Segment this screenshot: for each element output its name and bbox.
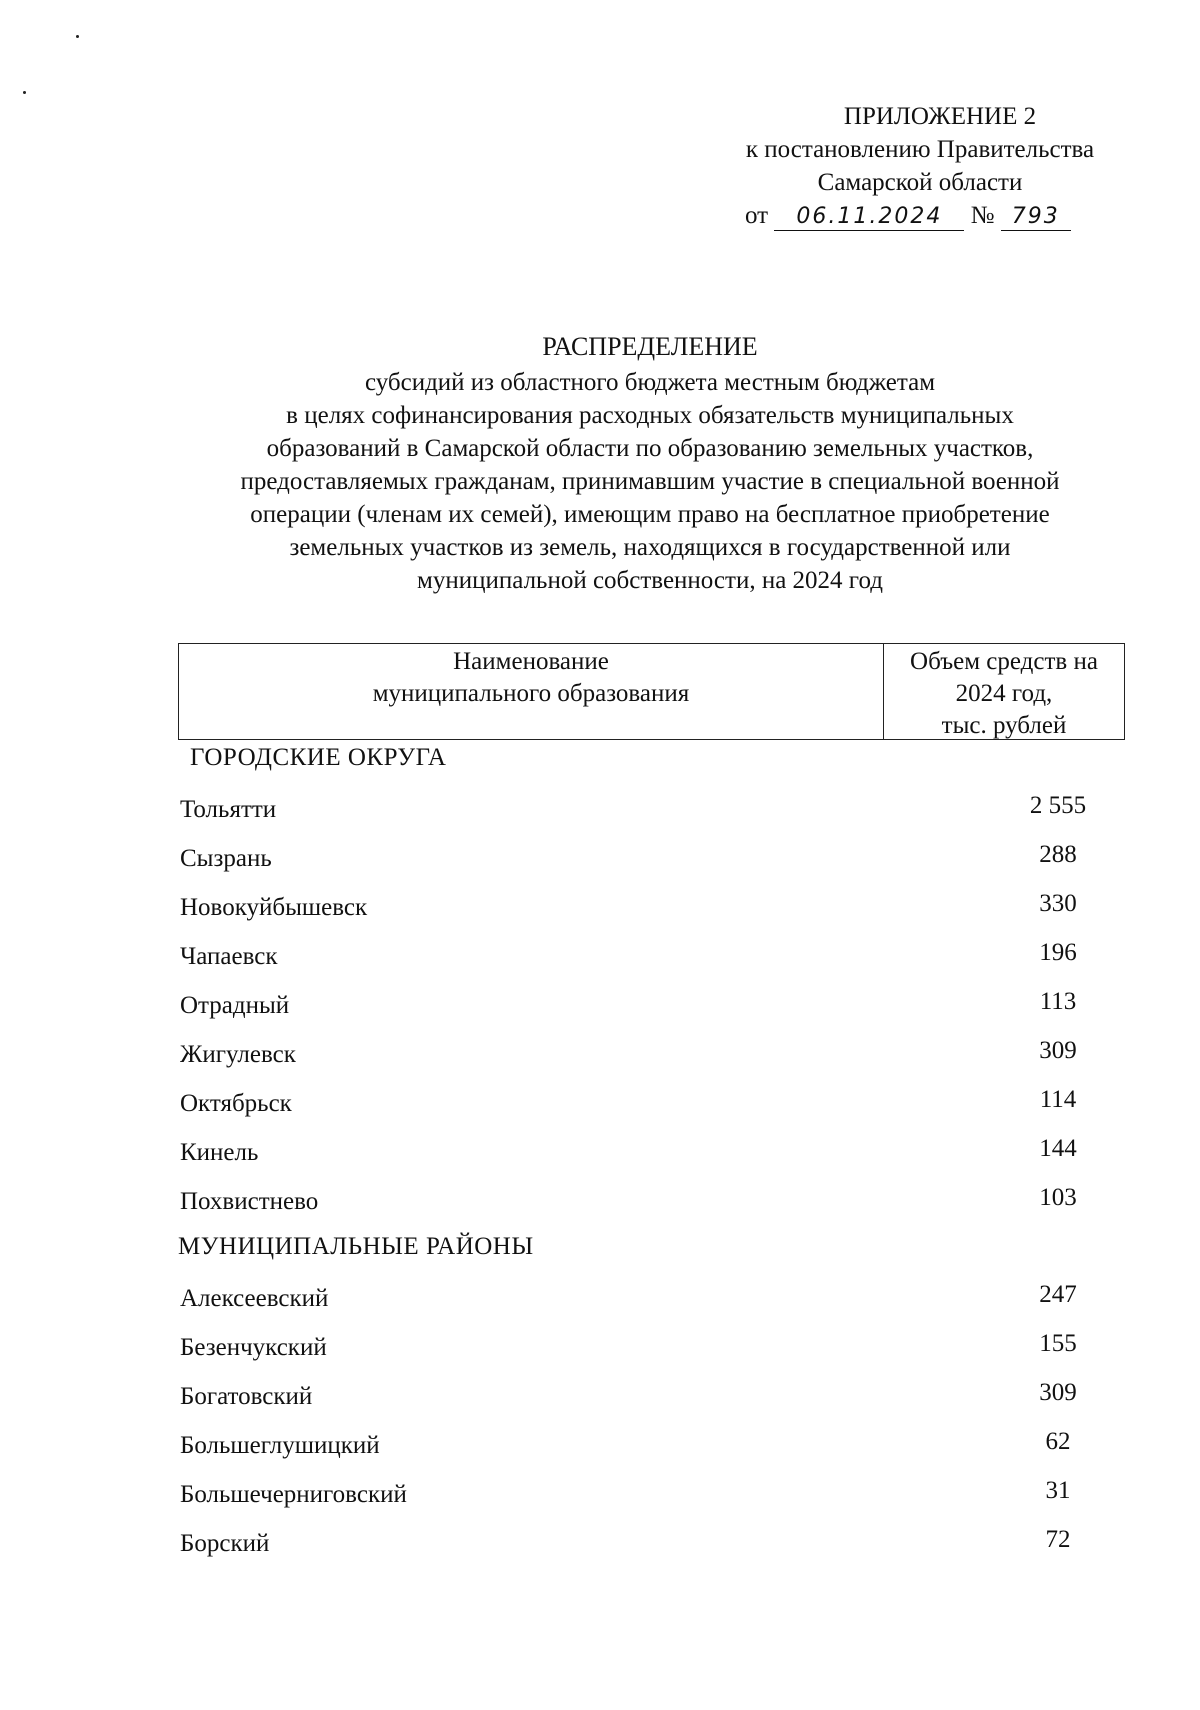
row-name: Большеглушицкий bbox=[180, 1432, 380, 1459]
table-row bbox=[178, 786, 1125, 835]
heading-line: субсидий из областного бюджета местным бюджетам bbox=[364, 369, 936, 396]
appendix-title: ПРИЛОЖЕНИЕ 2 bbox=[843, 103, 1037, 130]
table-row bbox=[178, 1324, 1125, 1373]
heading-title: РАСПРЕДЕЛЕНИЕ bbox=[542, 332, 758, 361]
table-row bbox=[178, 1471, 1125, 1520]
row-value: 103 bbox=[1039, 1184, 1077, 1211]
table-row bbox=[178, 1080, 1125, 1129]
column-header-volume-line-1: Объем средств на bbox=[910, 648, 1098, 675]
column-header-volume bbox=[884, 644, 1124, 739]
row-value: 309 bbox=[1039, 1379, 1077, 1406]
column-header-name-line-1: Наименование bbox=[453, 648, 609, 675]
table-row bbox=[178, 1422, 1125, 1471]
row-name: Сызрань bbox=[180, 845, 272, 872]
heading-line: в целях софинансирования расходных обязательств муниципальных bbox=[286, 402, 1014, 429]
row-name: Борский bbox=[180, 1530, 270, 1557]
row-name: Похвистнево bbox=[180, 1188, 319, 1215]
row-value: 196 bbox=[1039, 939, 1077, 966]
table-row bbox=[178, 1031, 1125, 1080]
row-value: 155 bbox=[1039, 1330, 1077, 1357]
row-value: 2 555 bbox=[1029, 792, 1087, 819]
table-row bbox=[178, 884, 1125, 933]
column-header-volume-line-3: тыс. рублей bbox=[941, 712, 1067, 739]
appendix-date-line bbox=[690, 199, 1150, 232]
row-name: Чапаевск bbox=[180, 943, 278, 970]
table-row bbox=[178, 982, 1125, 1031]
row-value: 309 bbox=[1039, 1037, 1077, 1064]
row-name: Октябрьск bbox=[180, 1090, 292, 1117]
table-row bbox=[178, 933, 1125, 982]
section-title-municipal-districts: МУНИЦИПАЛЬНЫЕ РАЙОНЫ bbox=[178, 1233, 534, 1260]
table-row bbox=[178, 1520, 1125, 1569]
table-row bbox=[178, 835, 1125, 884]
table-header bbox=[178, 643, 1125, 740]
row-value: 72 bbox=[1045, 1526, 1071, 1553]
row-value: 114 bbox=[1039, 1086, 1077, 1113]
number-prefix: № bbox=[970, 202, 995, 229]
heading-line: земельных участков из земель, находящихся в государственной или bbox=[289, 534, 1011, 561]
row-value: 31 bbox=[1045, 1477, 1071, 1504]
heading-line: муниципальной собственности, на 2024 год bbox=[417, 567, 883, 594]
date-prefix: от bbox=[745, 202, 769, 229]
column-header-volume-line-2: 2024 год, bbox=[955, 680, 1053, 707]
row-name: Новокуйбышевск bbox=[180, 894, 368, 921]
row-name: Алексеевский bbox=[180, 1285, 329, 1312]
document-heading bbox=[150, 330, 1150, 597]
handwritten-number: 793 bbox=[1001, 204, 1071, 231]
row-name: Жигулевск bbox=[180, 1041, 296, 1068]
row-name: Богатовский bbox=[180, 1383, 313, 1410]
table-row bbox=[178, 1275, 1125, 1324]
handwritten-date: 06.11.2024 bbox=[774, 204, 964, 231]
appendix-line-2: Самарской области bbox=[817, 169, 1023, 196]
heading-line: операции (членам их семей), имеющим право на бесплатное приобретение bbox=[250, 501, 1050, 528]
row-value: 288 bbox=[1039, 841, 1077, 868]
column-header-name-line-2: муниципального образования bbox=[372, 680, 690, 707]
heading-line: предоставляемых гражданам, принимавшим участие в специальной военной bbox=[240, 468, 1060, 495]
row-name: Безенчукский bbox=[180, 1334, 327, 1361]
row-value: 144 bbox=[1039, 1135, 1077, 1162]
row-name: Большечерниговский bbox=[180, 1481, 407, 1508]
row-value: 247 bbox=[1039, 1281, 1077, 1308]
row-name: Тольятти bbox=[180, 796, 277, 823]
appendix-block bbox=[690, 100, 1150, 232]
table-row bbox=[178, 1373, 1125, 1422]
row-value: 113 bbox=[1039, 988, 1077, 1015]
table-row bbox=[178, 1129, 1125, 1178]
appendix-line-1: к постановлению Правительства bbox=[745, 136, 1095, 163]
row-value: 330 bbox=[1039, 890, 1077, 917]
table-body bbox=[178, 740, 1125, 1569]
row-name: Отрадный bbox=[180, 992, 290, 1019]
scan-speck bbox=[76, 35, 79, 38]
scan-speck bbox=[23, 91, 26, 94]
row-value: 62 bbox=[1045, 1428, 1071, 1455]
section-title-city-districts: ГОРОДСКИЕ ОКРУГА bbox=[190, 744, 447, 771]
row-name: Кинель bbox=[180, 1139, 259, 1166]
table-row bbox=[178, 1178, 1125, 1227]
column-header-name bbox=[179, 644, 884, 739]
heading-line: образований в Самарской области по образованию земельных участков, bbox=[266, 435, 1034, 462]
